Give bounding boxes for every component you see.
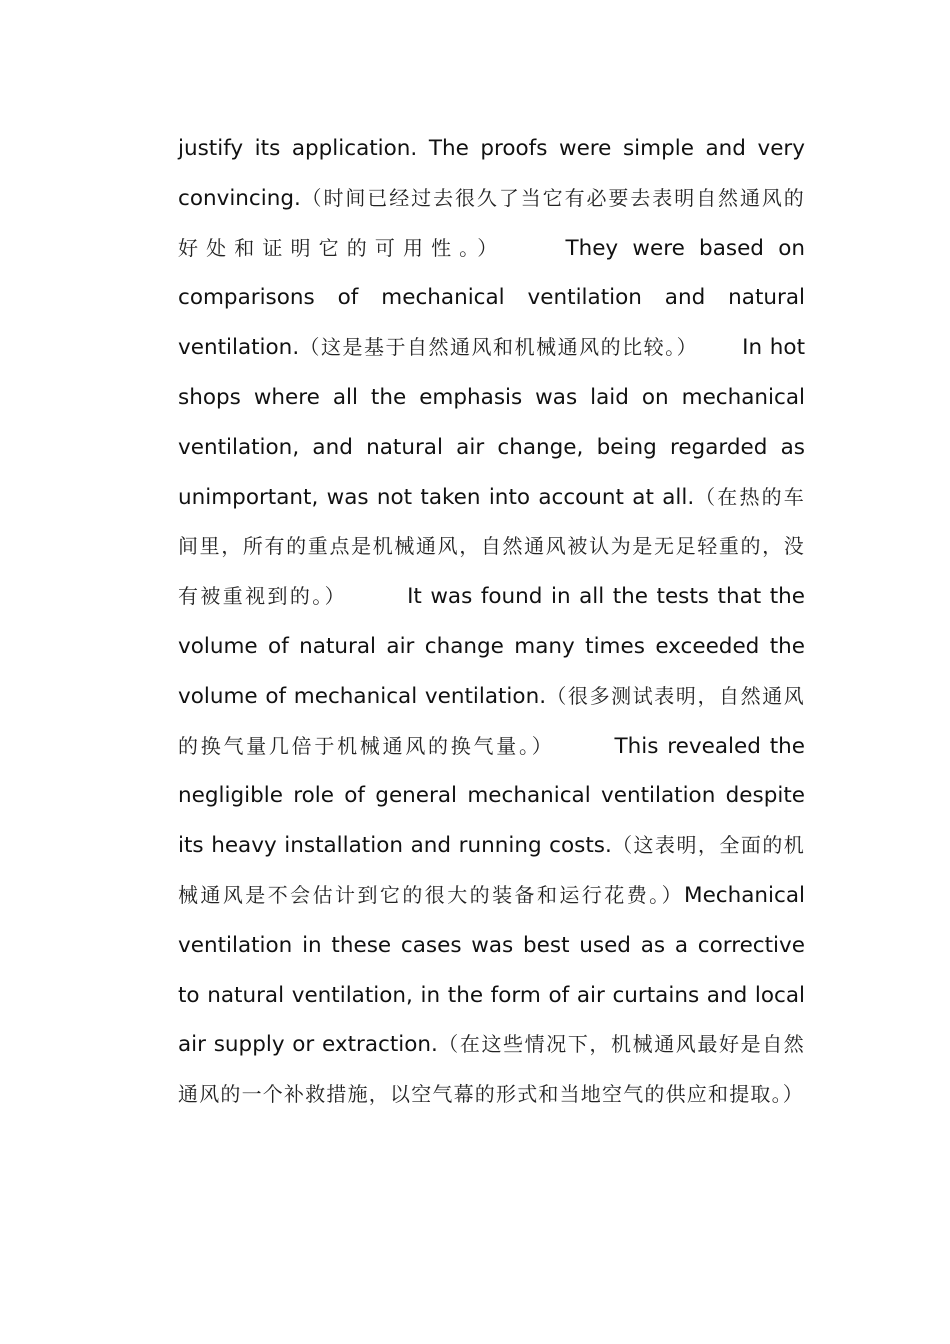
chinese-translation-1: （时间已经过去很久了当它有必要去表明自然通风的好处和证明它的可用性。） [178,185,805,260]
chinese-translation-3: （在热的车间里，所有的重点是机械通风，自然通风被认为是无足轻重的，没有被重视到的。） [178,484,806,609]
chinese-translation-2: （这是基于自然通风和机械通风的比较。） [299,335,699,360]
chinese-translation-5: （这表明，全面的机械通风是不会估计到它的很大的装备和运行花费。） [178,833,805,907]
body-paragraph [178,124,805,1120]
english-sentence-3: In hot shops where all the emphasis was laid on mechanical ventilation, and natural air change, being regarded as unimportant, was not taken into account at all. [178,335,805,510]
english-sentence-5: This revealed the negligible role of general mechanical ventilation despite its heavy installation and running costs. [178,733,805,859]
english-sentence-2: They were based on comparisons of mechanical ventilation and natural ventilation. [178,235,805,361]
english-sentence-4: It was found in all the tests that the volume of natural air change many times exceeded the volume of mechanical ventilation. [178,584,805,709]
english-sentence-6: Mechanical ventilation in these cases was best used as a corrective to natural ventilation, in the form of air curtains and local air supply or extraction. [178,882,805,1058]
chinese-translation-6: （在这些情况下，机械通风最好是自然通风的一个补救措施，以空气幕的形式和当地空气的供应和提取。） [178,1032,805,1107]
chinese-translation-4: （很多测试表明，自然通风的换气量几倍于机械通风的换气量。） [178,683,805,758]
english-sentence-1: justify its application. The proofs were simple and very convincing. [178,136,805,211]
